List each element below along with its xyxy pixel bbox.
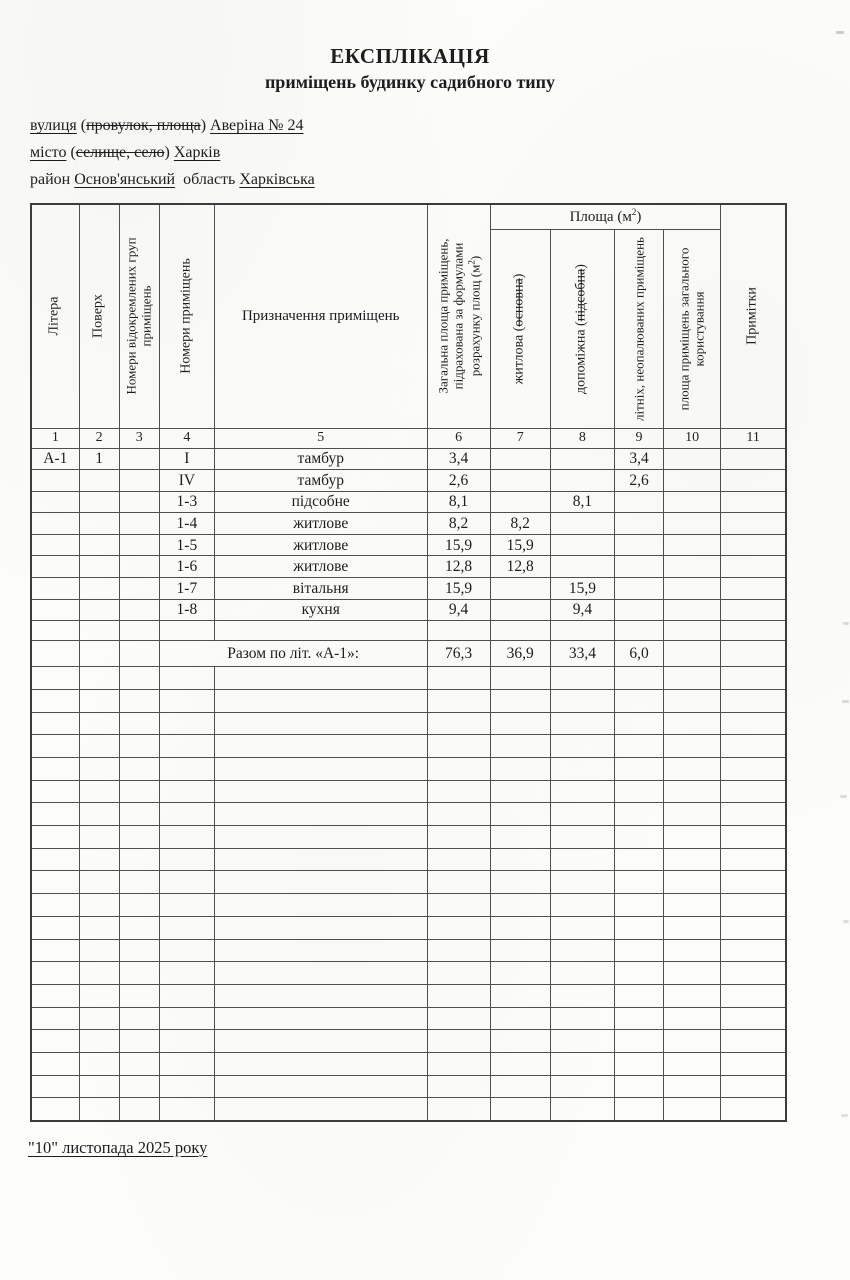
- column-number: 10: [664, 428, 721, 448]
- column-number: 8: [550, 428, 614, 448]
- cell-floor: [79, 641, 119, 667]
- col-header-room-numbers: Номери приміщень: [159, 204, 214, 428]
- totals-row: [31, 641, 786, 667]
- cell-total-area: 15,9: [427, 578, 490, 600]
- cell-common: [664, 534, 721, 556]
- area-header-text: Площа (м: [569, 209, 632, 226]
- empty-spacer-row: [31, 621, 786, 641]
- table-row: [31, 578, 786, 600]
- cell-litera: А-1: [31, 448, 79, 470]
- cell-group: [119, 470, 159, 492]
- cell-purpose: житлове: [214, 556, 427, 578]
- filler-row: [31, 916, 786, 939]
- cell-auxiliary: [550, 556, 614, 578]
- cell-group: [119, 448, 159, 470]
- total-area-header-text: Загальна площа приміщень, підрахована за формулами розрахунку площ (м: [434, 238, 482, 394]
- column-number: 4: [159, 428, 214, 448]
- filler-row: [31, 1075, 786, 1098]
- filler-row: [31, 871, 786, 894]
- cell-auxiliary: 8,1: [550, 491, 614, 513]
- cell-residential: [490, 470, 550, 492]
- auxiliary-header-text: допоміжна (: [574, 320, 590, 394]
- cell-total-area: 12,8: [427, 556, 490, 578]
- cell-residential: 8,2: [490, 513, 550, 535]
- cell-floor: [79, 578, 119, 600]
- cell-litera: [31, 534, 79, 556]
- cell-common: [664, 599, 721, 621]
- scan-artifact: [841, 1114, 848, 1117]
- totals-residential: 36,9: [490, 641, 550, 667]
- cell-litera: [31, 470, 79, 492]
- paren: ): [164, 144, 174, 161]
- cell-litera: [31, 599, 79, 621]
- cell-summer: 2,6: [614, 470, 663, 492]
- cell-summer: [614, 599, 663, 621]
- col-header-litera: Літера: [31, 204, 79, 428]
- cell-purpose: тамбур: [214, 448, 427, 470]
- totals-total-area: 76,3: [427, 641, 490, 667]
- cell-notes: [721, 578, 786, 600]
- cell-floor: 1: [79, 448, 119, 470]
- cell-residential: [490, 491, 550, 513]
- filler-row: [31, 712, 786, 735]
- oblast-label: область: [175, 171, 240, 188]
- paren: ): [200, 117, 211, 134]
- col-header-total-area: [427, 204, 490, 428]
- filler-row: [31, 758, 786, 781]
- totals-summer: 6,0: [614, 641, 663, 667]
- oblast-value: Харківська: [239, 171, 315, 188]
- filler-row: [31, 848, 786, 871]
- cell-floor: [79, 556, 119, 578]
- column-number: 7: [490, 428, 550, 448]
- street-struck-options: провулок, площа: [86, 117, 201, 134]
- table-row: [31, 513, 786, 535]
- cell-total-area: 2,6: [427, 470, 490, 492]
- table-row: [31, 534, 786, 556]
- totals-notes: [721, 641, 786, 667]
- filler-row: [31, 689, 786, 712]
- cell-common: [664, 448, 721, 470]
- city-value: Харків: [173, 144, 221, 161]
- table-row: [31, 599, 786, 621]
- cell-group: [119, 513, 159, 535]
- explication-table: [30, 203, 787, 1122]
- cell-summer: [614, 578, 663, 600]
- cell-auxiliary: [550, 448, 614, 470]
- cell-auxiliary: [550, 534, 614, 556]
- paren: (: [66, 144, 76, 161]
- column-numbers-row: [31, 428, 786, 448]
- cell-room-number: 1-8: [159, 599, 214, 621]
- table-row: [31, 448, 786, 470]
- filler-row: [31, 826, 786, 849]
- cell-floor: [79, 470, 119, 492]
- cell-litera: [31, 641, 79, 667]
- cell-purpose: житлове: [214, 513, 427, 535]
- address-line-city: [30, 139, 315, 166]
- cell-total-area: 9,4: [427, 599, 490, 621]
- col-header-notes: Примітки: [721, 204, 786, 428]
- cell-total-area: 3,4: [427, 448, 490, 470]
- city-label: місто: [30, 144, 67, 161]
- cell-group: [119, 556, 159, 578]
- cell-room-number: 1-3: [159, 491, 214, 513]
- cell-total-area: 15,9: [427, 534, 490, 556]
- filler-row: [31, 894, 786, 917]
- cell-residential: [490, 448, 550, 470]
- cell-residential: 15,9: [490, 534, 550, 556]
- residential-header-text: житлова (: [511, 326, 527, 384]
- scan-artifact: [842, 700, 849, 703]
- address-line-district: [30, 166, 315, 193]
- cell-notes: [721, 599, 786, 621]
- col-header-group-numbers: Номери відокремлених груп приміщень: [119, 204, 159, 428]
- cell-group: [119, 578, 159, 600]
- scan-artifact: [843, 622, 849, 625]
- cell-purpose: тамбур: [214, 470, 427, 492]
- cell-summer: [614, 513, 663, 535]
- cell-auxiliary: [550, 513, 614, 535]
- cell-floor: [79, 534, 119, 556]
- table-row: [31, 491, 786, 513]
- totals-auxiliary: 33,4: [550, 641, 614, 667]
- column-number: 1: [31, 428, 79, 448]
- cell-room-number: 1-7: [159, 578, 214, 600]
- cell-floor: [79, 513, 119, 535]
- filler-row: [31, 667, 786, 690]
- cell-total-area: 8,2: [427, 513, 490, 535]
- totals-common: [664, 641, 721, 667]
- cell-summer: [614, 491, 663, 513]
- address-block: [30, 112, 315, 193]
- col-header-purpose: [214, 204, 427, 428]
- cell-notes: [721, 491, 786, 513]
- cell-purpose: вітальня: [214, 578, 427, 600]
- cell-purpose: житлове: [214, 534, 427, 556]
- auxiliary-struck-word: підсобна: [574, 268, 590, 321]
- cell-litera: [31, 556, 79, 578]
- filler-row: [31, 1030, 786, 1053]
- cell-auxiliary: 9,4: [550, 599, 614, 621]
- residential-header-text: ): [511, 273, 527, 278]
- cell-notes: [721, 448, 786, 470]
- superscript-2: 2: [631, 207, 637, 218]
- totals-label: Разом по літ. «А-1»:: [159, 641, 427, 667]
- cell-purpose: кухня: [214, 599, 427, 621]
- filler-row: [31, 803, 786, 826]
- cell-residential: [490, 578, 550, 600]
- cell-room-number: 1-6: [159, 556, 214, 578]
- area-header-text: ): [636, 209, 642, 226]
- cell-group: [119, 534, 159, 556]
- doc-subtitle: приміщень будинку садибного типу: [264, 72, 556, 92]
- auxiliary-header-text: ): [574, 263, 590, 269]
- table-row: [31, 470, 786, 492]
- cell-summer: [614, 534, 663, 556]
- cell-notes: [721, 513, 786, 535]
- col-header-auxiliary: [550, 229, 614, 428]
- cell-purpose: підсобне: [214, 491, 427, 513]
- col-header-summer: літніх, неопалюваних приміщень: [614, 229, 663, 428]
- cell-summer: 3,4: [614, 448, 663, 470]
- cell-common: [664, 556, 721, 578]
- district-label: район: [30, 171, 75, 188]
- scan-artifact: [836, 31, 844, 34]
- filler-row: [31, 984, 786, 1007]
- filler-row: [31, 1098, 786, 1121]
- cell-total-area: 8,1: [427, 491, 490, 513]
- scan-artifact: [840, 795, 847, 798]
- cell-floor: [79, 491, 119, 513]
- filler-row: [31, 1052, 786, 1075]
- cell-notes: [721, 534, 786, 556]
- col-header-floor: Поверх: [79, 204, 119, 428]
- filler-row: [31, 939, 786, 962]
- district-value: Основ'янський: [74, 171, 176, 188]
- cell-room-number: 1-5: [159, 534, 214, 556]
- cell-notes: [721, 556, 786, 578]
- filler-row: [31, 735, 786, 758]
- cell-room-number: I: [159, 448, 214, 470]
- purpose-header-label: Призначення приміщень: [241, 307, 400, 324]
- cell-summer: [614, 556, 663, 578]
- address-line-street: [30, 112, 315, 139]
- cell-group: [119, 491, 159, 513]
- cell-auxiliary: [550, 470, 614, 492]
- cell-litera: [31, 578, 79, 600]
- area-group-header: [490, 204, 721, 229]
- filler-row: [31, 962, 786, 985]
- column-number: 11: [721, 428, 786, 448]
- cell-room-number: 1-4: [159, 513, 214, 535]
- superscript-2: 2: [465, 260, 476, 265]
- cell-common: [664, 491, 721, 513]
- residential-struck-word: основна: [511, 277, 527, 327]
- col-header-residential: [490, 229, 550, 428]
- cell-litera: [31, 513, 79, 535]
- paren: (: [76, 117, 87, 134]
- col-header-common-use: площа приміщень загального користування: [664, 229, 721, 428]
- cell-group: [119, 599, 159, 621]
- cell-notes: [721, 470, 786, 492]
- cell-litera: [31, 491, 79, 513]
- filler-row: [31, 780, 786, 803]
- document-header: [0, 44, 820, 93]
- cell-floor: [79, 599, 119, 621]
- cell-common: [664, 470, 721, 492]
- cell-common: [664, 513, 721, 535]
- street-value: Аверіна № 24: [210, 117, 304, 134]
- scan-artifact: [843, 920, 849, 923]
- column-number: 5: [214, 428, 427, 448]
- cell-residential: 12,8: [490, 556, 550, 578]
- column-number: 6: [427, 428, 490, 448]
- total-area-header-text: ): [466, 256, 482, 261]
- cell-common: [664, 578, 721, 600]
- street-label: вулиця: [30, 117, 77, 134]
- cell-room-number: IV: [159, 470, 214, 492]
- column-number: 9: [614, 428, 663, 448]
- column-number: 3: [119, 428, 159, 448]
- date-line: "10" листопада 2025 року: [28, 1138, 208, 1157]
- table-row: [31, 556, 786, 578]
- filler-row: [31, 1007, 786, 1030]
- empty-grid-rows: [31, 667, 786, 1121]
- cell-auxiliary: 15,9: [550, 578, 614, 600]
- doc-title: ЕКСПЛІКАЦІЯ: [330, 44, 490, 68]
- column-number: 2: [79, 428, 119, 448]
- city-struck-options: селище, село: [75, 144, 165, 161]
- cell-residential: [490, 599, 550, 621]
- cell-group: [119, 641, 159, 667]
